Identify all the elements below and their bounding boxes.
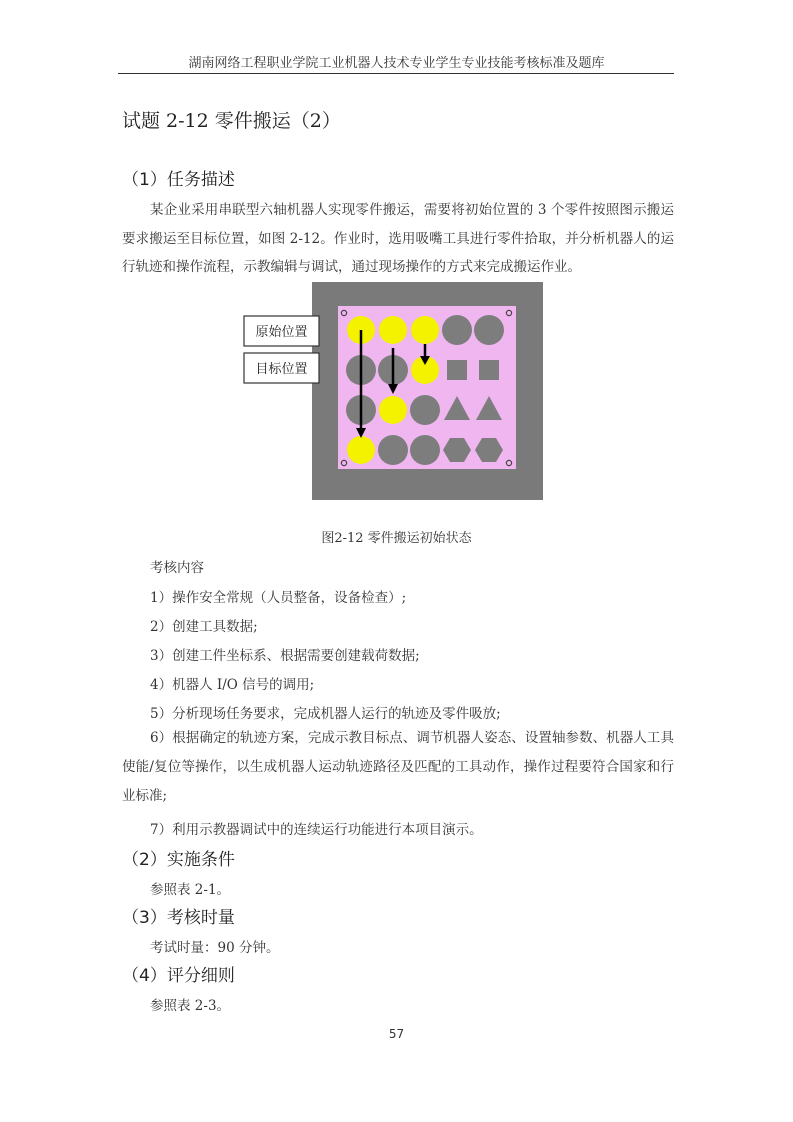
section-heading-task: （1）任务描述	[122, 170, 235, 190]
task-description	[122, 196, 674, 282]
assessment-item: 5）分析现场任务要求，完成机器人运行的轨迹及零件吸放;	[150, 706, 501, 722]
scoring-text: 参照表 2-3。	[150, 998, 231, 1014]
label-target: 目标位置	[255, 362, 308, 377]
header-rule	[118, 73, 674, 74]
hole-circle	[474, 315, 504, 345]
assessment-item-text: 6）根据确定的轨迹方案，完成示教目标点、调节机器人姿态、设置轴参数、机器人工具使能/复位等操作，以生成机器人运动轨迹路径及匹配的工具动作，操作过程要符合国家和行业标准;	[122, 730, 674, 804]
hole-circle	[442, 315, 472, 345]
figure-parts-layout	[243, 282, 545, 506]
figure-svg	[243, 282, 545, 502]
part-yellow	[411, 316, 439, 344]
part-yellow	[379, 396, 407, 424]
assessment-item: 3）创建工件坐标系、根据需要创建载荷数据;	[150, 648, 420, 664]
part-yellow	[347, 436, 375, 464]
assessment-item: 2）创建工具数据;	[150, 619, 258, 635]
assessment-item: 7）利用示教器调试中的连续运行功能进行本项目演示。	[150, 822, 483, 838]
duration-text: 考试时量：90 分钟。	[150, 940, 280, 956]
label-origin: 原始位置	[255, 325, 308, 340]
assessment-item-long	[122, 724, 674, 811]
section-heading-scoring: （4）评分细则	[122, 966, 235, 986]
section-heading-conditions: （2）实施条件	[122, 850, 235, 870]
conditions-text: 参照表 2-1。	[150, 882, 231, 898]
page-header: 湖南网络工程职业学院工业机器人技术专业学生专业技能考核标准及题库	[188, 56, 605, 71]
hole-circle	[410, 435, 440, 465]
section-heading-duration: （3）考核时量	[122, 908, 235, 928]
exercise-title: 试题 2-12 零件搬运（2）	[122, 110, 341, 132]
task-description-text: 某企业采用串联型六轴机器人实现零件搬运，需要将初始位置的 3 个零件按照图示搬运要求搬运至目标位置，如图 2-12。作业时，选用吸嘴工具进行零件拾取，并分析机器人的运行轨迹和操作流程，示教编辑与调试，通过现场操作的方式来完成搬运作业。	[122, 202, 674, 275]
part-yellow	[379, 316, 407, 344]
assessment-item: 1）操作安全常规（人员整备，设备检查）;	[150, 590, 407, 606]
assessment-heading: 考核内容	[150, 560, 204, 576]
hole-circle	[410, 395, 440, 425]
hole-square	[479, 360, 499, 380]
page-number: 57	[388, 1027, 405, 1041]
hole-circle	[378, 435, 408, 465]
figure-caption: 图2-12 零件搬运初始状态	[321, 531, 472, 546]
assessment-item: 4）机器人 I/O 信号的调用;	[150, 677, 315, 693]
hole-square	[447, 360, 467, 380]
